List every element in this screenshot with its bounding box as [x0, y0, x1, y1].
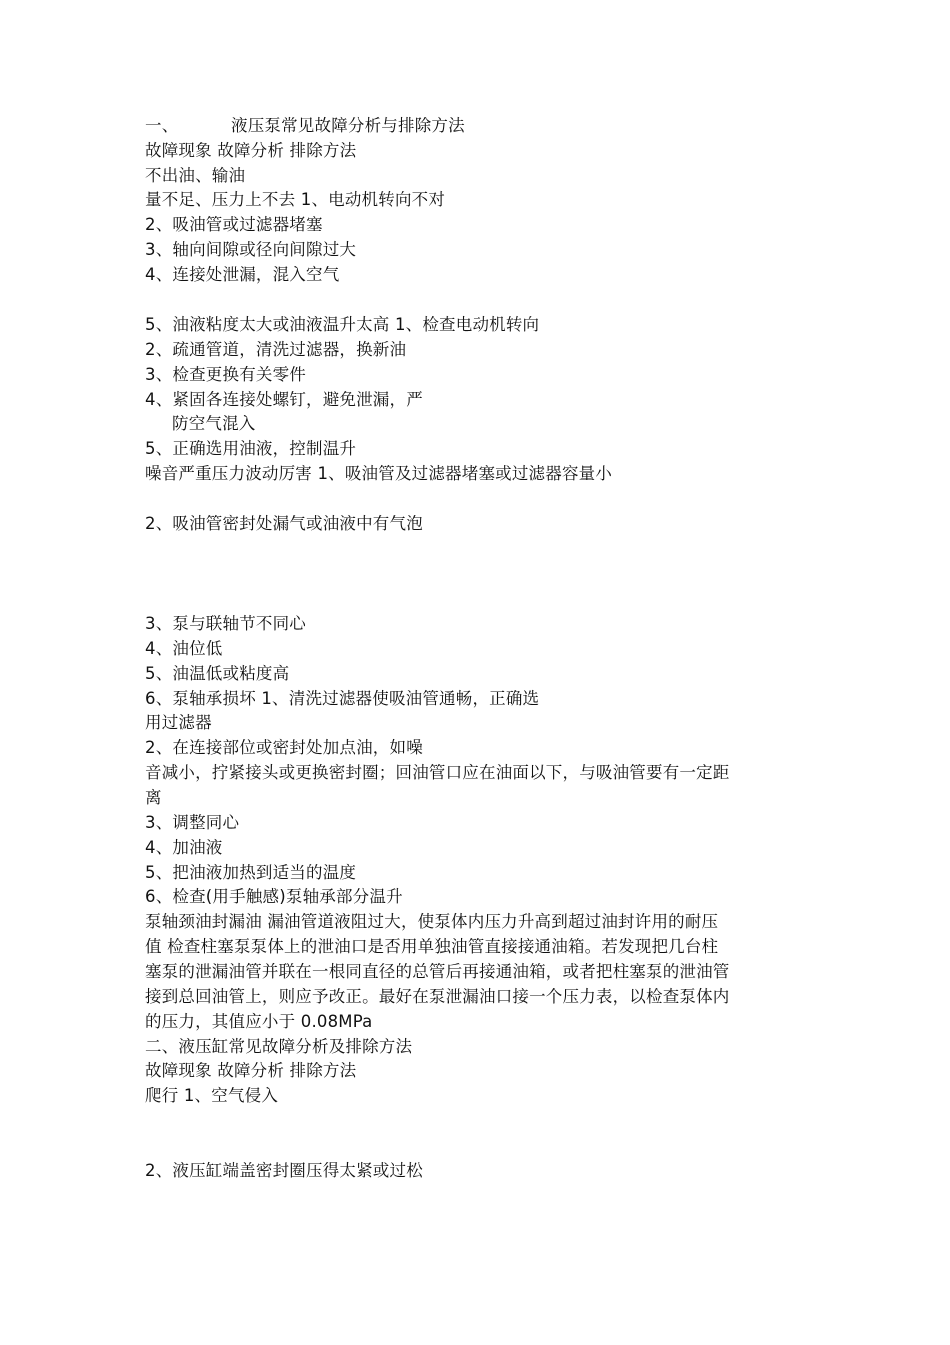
text-line: 4、加油液 — [145, 838, 223, 857]
text-line: 3、调整同心 — [145, 813, 240, 832]
text-line: 音减小，拧紧接头或更换密封圈；回油管口应在油面以下，与吸油管要有一定距 — [145, 763, 730, 782]
section-heading-pump — [145, 114, 465, 138]
text-line: 2、疏通管道，清洗过滤器，换新油 — [145, 340, 407, 359]
text-line: 爬行 1、空气侵入 — [145, 1086, 279, 1105]
text-line: 防空气混入 — [172, 414, 256, 433]
text-line: 4、油位低 — [145, 639, 223, 658]
text-line: 量不足、压力上不去 1、电动机转向不对 — [145, 190, 446, 209]
table-header-row: 故障现象 故障分析 排除方法 — [145, 141, 357, 160]
section-number: 一、 — [145, 116, 179, 135]
section-heading-cylinder: 二、液压缸常见故障分析及排除方法 — [145, 1037, 413, 1056]
text-line: 5、油液粘度太大或油液温升太高 1、检查电动机转向 — [145, 315, 540, 334]
text-line: 离 — [145, 788, 162, 807]
text-line: 3、检查更换有关零件 — [145, 365, 306, 384]
text-line: 噪音严重压力波动厉害 1、吸油管及过滤器堵塞或过滤器容量小 — [145, 464, 613, 483]
text-line: 不出油、输油 — [145, 166, 246, 185]
text-line: 用过滤器 — [145, 713, 212, 732]
text-line: 2、液压缸端盖密封圈压得太紧或过松 — [145, 1161, 423, 1180]
text-line: 2、吸油管密封处漏气或油液中有气泡 — [145, 514, 423, 533]
text-line: 2、吸油管或过滤器堵塞 — [145, 215, 323, 234]
text-line: 值 检查柱塞泵泵体上的泄油口是否用单独油管直接接通油箱。若发现把几台柱 — [145, 937, 719, 956]
text-line: 2、在连接部位或密封处加点油，如噪 — [145, 738, 423, 757]
text-line: 4、紧固各连接处螺钉，避免泄漏，严 — [145, 390, 423, 409]
text-line: 5、油温低或粘度高 — [145, 664, 290, 683]
text-line: 4、连接处泄漏，混入空气 — [145, 265, 340, 284]
text-line: 3、轴向间隙或径向间隙过大 — [145, 240, 357, 259]
section-heading-text: 液压泵常见故障分析与排除方法 — [231, 116, 465, 135]
text-line: 5、正确选用油液，控制温升 — [145, 439, 357, 458]
text-line: 泵轴颈油封漏油 漏油管道液阻过大，使泵体内压力升高到超过油封许用的耐压 — [145, 912, 719, 931]
text-line: 3、泵与联轴节不同心 — [145, 614, 306, 633]
text-line: 接到总回油管上，则应予改正。最好在泵泄漏油口接一个压力表，以检查泵体内 — [145, 987, 730, 1006]
text-line: 的压力，其值应小于 0.08MPa — [145, 1012, 373, 1031]
text-line: 6、检查(用手触感)泵轴承部分温升 — [145, 887, 403, 906]
text-line: 5、把油液加热到适当的温度 — [145, 863, 357, 882]
table-header-row: 故障现象 故障分析 排除方法 — [145, 1061, 357, 1080]
text-line: 塞泵的泄漏油管并联在一根同直径的总管后再接通油箱，或者把柱塞泵的泄油管 — [145, 962, 730, 981]
text-line: 6、泵轴承损坏 1、清洗过滤器使吸油管通畅，正确选 — [145, 689, 540, 708]
